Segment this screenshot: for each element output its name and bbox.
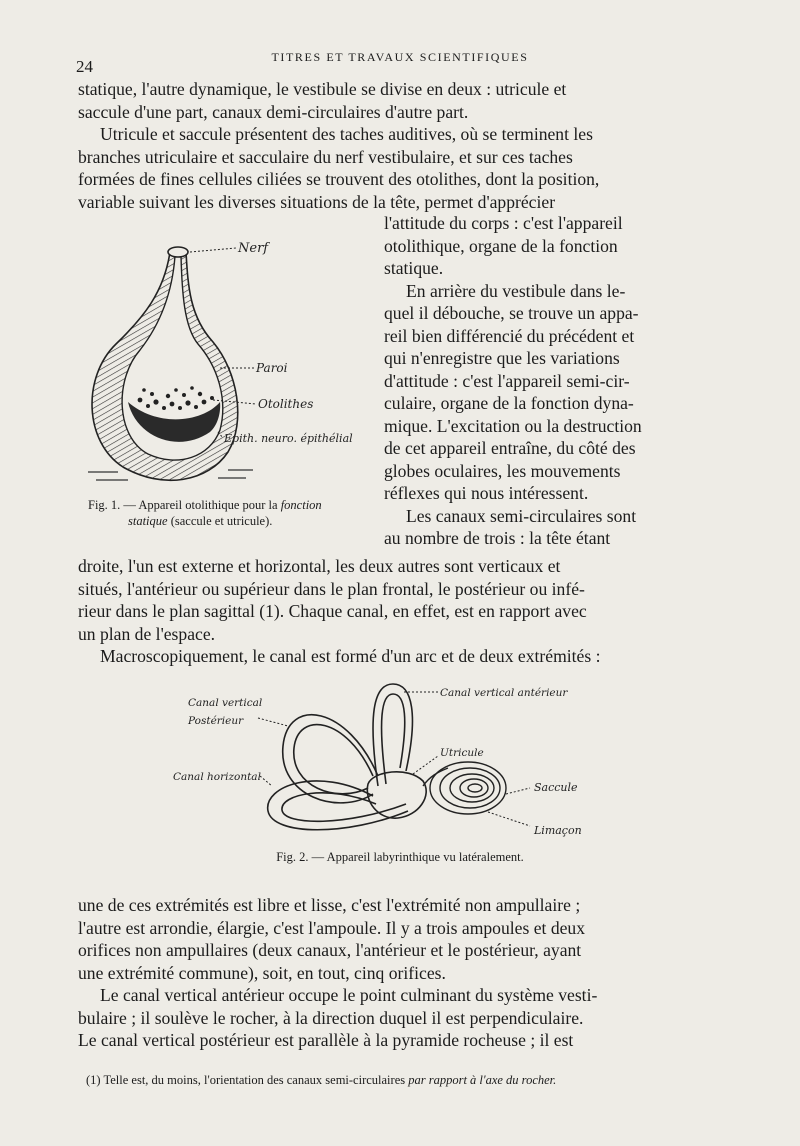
footnote-text: (1) Telle est, du moins, l'orientation des canaux semi-circulaires <box>86 1073 406 1087</box>
label-limacon: Limaçon <box>534 824 582 837</box>
text-line: saccule d'une part, canaux demi-circulaires d'autre part. <box>78 101 469 122</box>
figure-1-otolithic-apparatus <box>78 232 378 532</box>
text-line: Le canal vertical postérieur est parallèle à la pyramide rocheuse ; il est <box>78 1030 574 1050</box>
text-line: situés, l'antérieur ou supérieur dans le plan frontal, le postérieur ou infé- <box>78 578 585 599</box>
running-title: TITRES ET TRAVAUX SCIENTIFIQUES <box>271 50 529 64</box>
caption-italic: fonction <box>280 498 322 512</box>
text-line: Le canal vertical antérieur occupe le point culminant du système vesti- <box>100 985 598 1005</box>
paragraph-bottom <box>78 894 680 1052</box>
caption-italic: statique <box>128 514 168 528</box>
label-otolithes: Otolithes <box>258 397 314 411</box>
text-line: statique. <box>384 258 444 278</box>
figure-2-labyrinth <box>168 676 618 846</box>
label-canal-horizontal: Canal horizontal <box>173 771 261 783</box>
text-line: au nombre de trois : la tête étant <box>384 528 611 548</box>
text-line: formées de fines cellules ciliées se trouvent des otolithes, dont la position, <box>78 169 600 189</box>
label-canal-vertical-anterieur: Canal vertical antérieur <box>440 687 568 699</box>
text-line: d'attitude : c'est l'appareil semi-cir- <box>384 370 630 391</box>
text-line: Les canaux semi-circulaires sont <box>406 505 637 526</box>
text-line: une extrémité commune), soit, en tout, cinq orifices. <box>78 962 446 983</box>
text-line: orifices non ampullaires (deux canaux, l'antérieur et le postérieur, ayant <box>78 940 582 960</box>
text-line: droite, l'un est externe et horizontal, les deux autres sont verticaux et <box>78 556 561 576</box>
text-line: globes oculaires, les mouvements <box>384 460 621 481</box>
label-nerf: Nerf <box>238 241 269 256</box>
text-line: rieur dans le plan sagittal (1). Chaque canal, en effet, est en rapport avec <box>78 601 587 621</box>
text-line: mique. L'excitation ou la destruction <box>384 415 642 436</box>
text-line: l'attitude du corps : c'est l'appareil <box>384 213 623 233</box>
text-line: Utricule et saccule présentent des taches auditives, où se terminent les <box>100 124 593 144</box>
footnote <box>86 1073 686 1088</box>
figure-1-caption <box>88 497 378 529</box>
label-utricule: Utricule <box>440 747 484 759</box>
paragraph-right-column <box>384 212 680 550</box>
text-line: Macroscopiquement, le canal est formé d'un arc et de deux extrémités : <box>100 646 601 666</box>
label-saccule: Saccule <box>534 781 578 794</box>
text-line: quel il débouche, se trouve un appa- <box>384 303 639 323</box>
text-line: variable suivant les diverses situations de la tête, permet d'apprécier <box>78 191 556 212</box>
footnote-italic: par rapport à l'axe du rocher. <box>408 1073 557 1087</box>
text-line: reil bien différencié du précédent et <box>384 325 635 346</box>
text-line: une de ces extrémités est libre et lisse, c'est l'extrémité non ampullaire ; <box>78 895 581 915</box>
text-line: branches utriculaire et sacculaire du nerf vestibulaire, et sur ces taches <box>78 146 573 167</box>
text-line: de cet appareil entraîne, du côté des <box>384 438 636 458</box>
text-line: réflexes qui nous intéressent. <box>384 483 589 503</box>
text-line: otolithique, organe de la fonction <box>384 235 618 256</box>
text-line: statique, l'autre dynamique, le vestibule se divise en deux : utricule et <box>78 79 567 99</box>
page-number: 24 <box>76 57 93 76</box>
label-epithelium: Epith. neuro. épithélial <box>224 432 353 445</box>
text-line: un plan de l'espace. <box>78 623 216 644</box>
caption-text: (saccule et utricule). <box>170 514 273 528</box>
label-paroi: Paroi <box>256 361 288 375</box>
label-posterieur: Postérieur <box>188 715 244 727</box>
text-line: culaire, organe de la fonction dyna- <box>384 393 634 413</box>
text-line: En arrière du vestibule dans le- <box>406 280 626 301</box>
paragraph-middle <box>78 555 680 668</box>
text-line: qui n'enregistre que les variations <box>384 348 620 368</box>
label-canal-vertical: Canal vertical <box>188 697 263 709</box>
paragraph-top <box>78 78 680 213</box>
figure-2-caption: Fig. 2. — Appareil labyrinthique vu latéralement. <box>276 850 524 864</box>
caption-text: Fig. 1. — Appareil otolithique pour la <box>88 498 278 512</box>
text-line: l'autre est arrondie, élargie, c'est l'ampoule. Il y a trois ampoules et deux <box>78 917 586 938</box>
text-line: bulaire ; il soulève le rocher, à la direction duquel il est perpendiculaire. <box>78 1007 584 1028</box>
